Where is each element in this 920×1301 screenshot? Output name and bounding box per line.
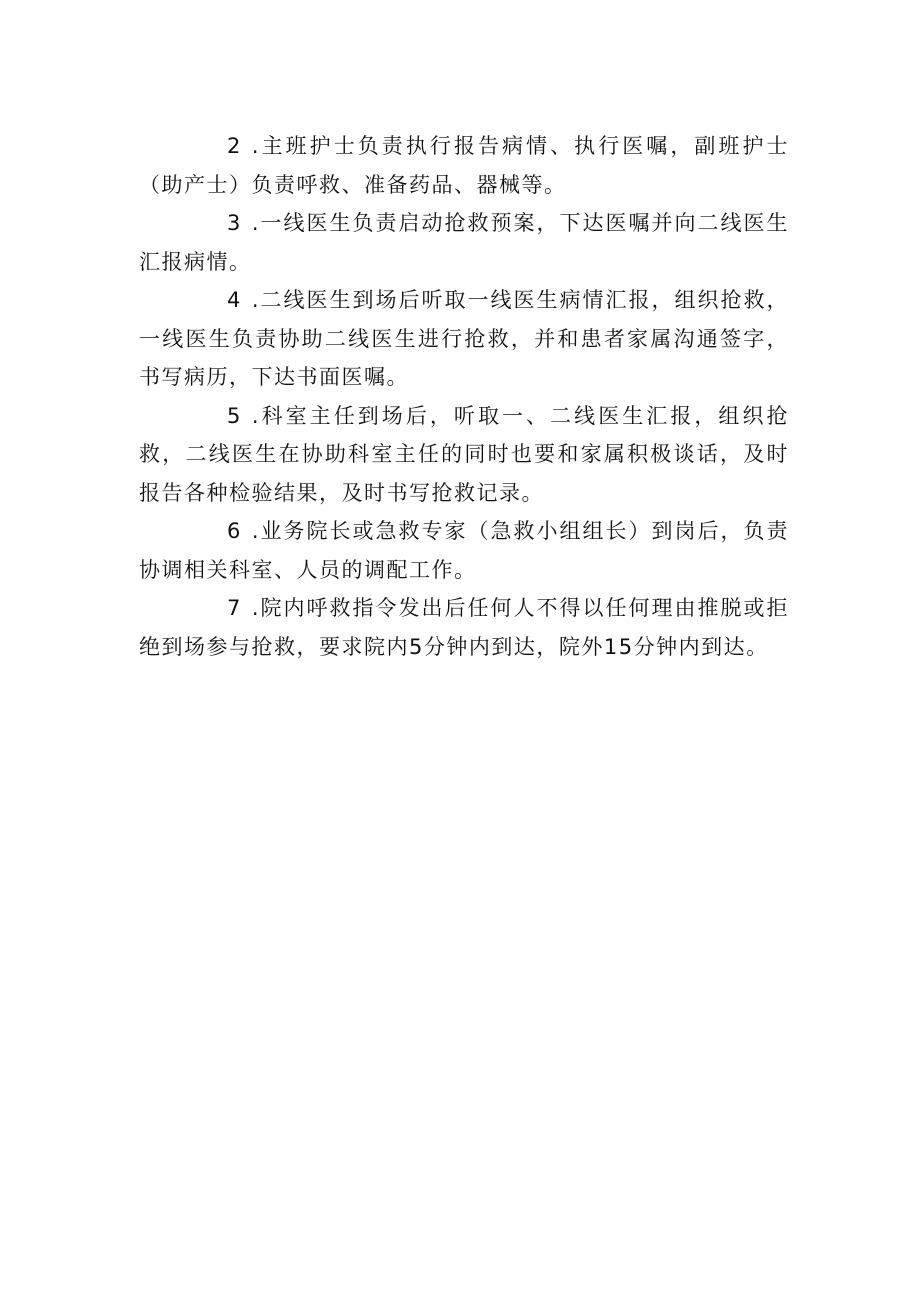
list-item: [139, 204, 789, 281]
item-number: 4: [227, 288, 242, 312]
list-item: [139, 397, 789, 513]
item-number: 6: [227, 519, 242, 543]
item-text: .一线医生负责启动抢救预案，下达医嘱并向二线医生汇报病情。: [139, 211, 789, 274]
item-number: 5: [227, 403, 242, 428]
item-text: .科室主任到场后，听取一、二线医生汇报，组织抢救，二线医生在协助科室主任的同时也要和家属积极谈话，及时报告各种检验结果，及时书写抢救记录。: [139, 403, 789, 505]
item-number: 3: [227, 211, 242, 235]
item-number: 2: [227, 134, 242, 158]
item-text: .院内呼救指令发出后任何人不得以任何理由推脱或拒绝到场参与抢救，要求院内5分钟内到达，院外15分钟内到达。: [139, 596, 789, 659]
list-item: [139, 589, 789, 666]
document-body: [139, 127, 789, 666]
list-item: [139, 512, 789, 589]
list-item: [139, 281, 789, 397]
item-text: .业务院长或急救专家（急救小组组长）到岗后，负责协调相关科室、人员的调配工作。: [139, 519, 789, 582]
item-text: .主班护士负责执行报告病情、执行医嘱，副班护士（助产士）负责呼救、准备药品、器械等。: [139, 134, 789, 197]
list-item: [139, 127, 789, 204]
item-text: .二线医生到场后听取一线医生病情汇报，组织抢救，一线医生负责协助二线医生进行抢救，并和患者家属沟通签字，书写病历，下达书面医嘱。: [139, 288, 789, 389]
item-number: 7: [227, 596, 242, 620]
